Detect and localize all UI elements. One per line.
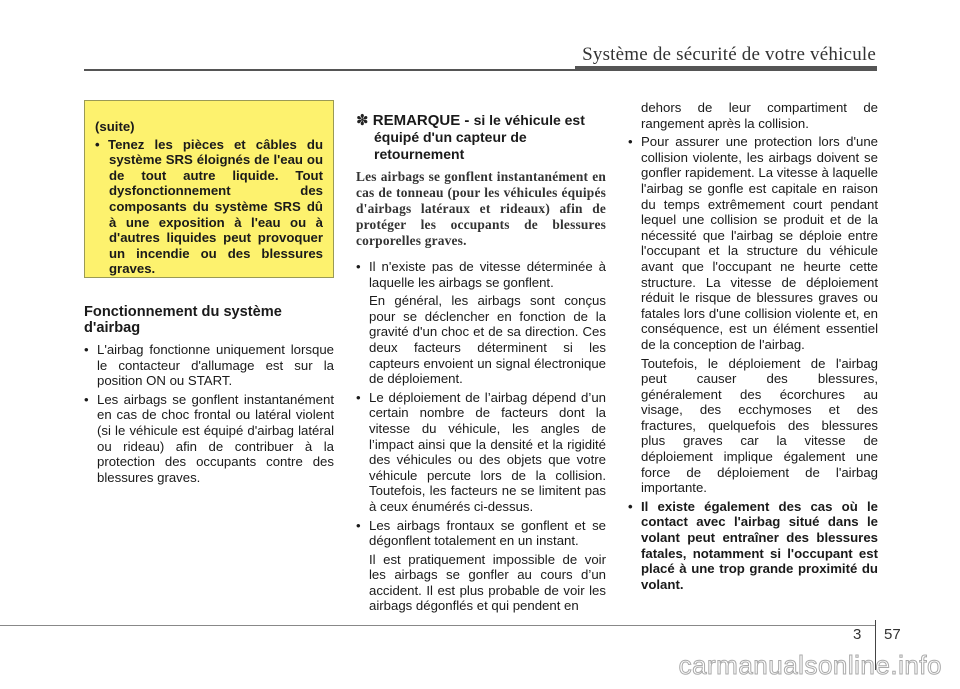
- remark-title: [356, 112, 606, 163]
- section-list: [84, 342, 334, 485]
- continuation-paragraph: dehors de leur compartiment de rangement après la collision.: [641, 100, 878, 131]
- chapter-number: 3: [853, 626, 862, 643]
- bullet-icon: •: [84, 342, 89, 357]
- list-item-bold: • Il existe également des cas où le contact avec l'airbag situé dans le volant peut entraîner des blessures fatales, notamment si l'occupant est placé à une trop grande proximité du volant.: [628, 498, 878, 592]
- column-right: [628, 100, 878, 595]
- remark-list: [356, 259, 606, 614]
- remark-star-icon: ✽: [356, 112, 369, 129]
- watermark: carmanualsonline.info: [678, 650, 942, 680]
- list-item: • Pour assurer une protection lors d'une collision violente, les airbags doivent se gonfler rapidement. La vitesse à laquelle l'airbag se gonfle est capitale en raison du temps extrêmement court pendant lequel une collision se produit et de la nécessité que l'airbag se déploie entre l'occupant et la structure du véhicule avant que l'occupant ne heurte cette structure. La vitesse de déploiement réduit le risque de blessures graves ou fatales lors d'une collision violente et, en conséquence, est un élément essentiel de la conception de l'airbag. Toutefois, le déploiement de l'airbag peut causer des blessures, généralement des écorchures au visage, des ecchymoses et des fractures, quelquefois des blessures plus graves car la vitesse de déploiement implique également une force de déploiement de l'airbag importante.: [628, 134, 878, 496]
- list-item: • L'airbag fonctionne uniquement lorsque le contacteur d'allumage est sur la position ON ou START.: [84, 342, 334, 389]
- bullet-icon: •: [628, 134, 633, 150]
- remark-label: REMARQUE -: [372, 112, 470, 129]
- bullet-icon: •: [356, 389, 361, 405]
- section-title: Fonctionnement du système d'airbag: [84, 304, 282, 336]
- follow-paragraph: Toutefois, le déploiement de l'airbag peut causer des blessures, généralement des écorchures au visage, des ecchymoses et des fractures, quelquefois des blessures plus graves car la vitesse de déploiement implique également une force de déploiement de l'airbag importante.: [641, 355, 878, 496]
- follow-paragraph: En général, les airbags sont conçus pour se déclencher en fonction de la gravité d'un choc et de sa direction. Ces deux facteurs déterminent si les capteurs envoient un signal électronique de déploiement.: [369, 293, 606, 387]
- warning-item: • Tenez les pièces et câbles du système SRS éloignés de l'eau ou de tout autre liquide. Tout dysfonctionnement des composants du système SRS dû à une exposition à l'eau ou à d'autres liquides peut provoquer un incendie ou des blessures graves.: [95, 136, 323, 277]
- header-rule-accent: [575, 66, 877, 71]
- column-middle: [356, 112, 606, 617]
- warning-label: (suite): [95, 119, 135, 134]
- page-number: 57: [884, 626, 901, 643]
- footer-rule: [0, 625, 875, 626]
- list-item: • Il n'existe pas de vitesse déterminée à laquelle les airbags se gonflent. En général, les airbags sont conçus pour se déclencher en fonction de la gravité d'un choc et de sa direction. Ces deux facteurs déterminent si les capteurs envoient un signal électronique de déploiement.: [356, 259, 606, 387]
- list-item: • Le déploiement de l’airbag dépend d’un certain nombre de facteurs dont la vitesse du véhicule, les angles de l’impact ainsi que la densité et la rigidité des véhicules ou des objets que votre véhicule percute lors de la collision. Toutefois, les facteurs ne se limitent pas à ceux énumérés ci-dessus.: [356, 389, 606, 514]
- warning-box: [84, 100, 334, 278]
- bullet-icon: •: [84, 391, 89, 407]
- column-left: [84, 100, 334, 488]
- list-item: • Les airbags se gonflent instantanément en cas de choc frontal ou latéral violent (si le véhicule est équipé d'airbag latéral ou rideau) afin de contribuer à la protection des occupants contre des blessures graves.: [84, 391, 334, 485]
- remark-intro: Les airbags se gonflent instantanément en cas de tonneau (pour les véhicules équipés d'airbags latéraux et rideaux) afin de protéger les occupants de blessures corporelles graves.: [356, 169, 606, 248]
- bullet-icon: •: [356, 517, 361, 533]
- list-item: • Les airbags frontaux se gonflent et se dégonflent totalement en un instant. Il est pratiquement impossible de voir les airbags se gonfler au cours d’un accident. Il est plus probable de voir les airbags dégonflés et qui pendent en: [356, 517, 606, 614]
- right-list: [628, 134, 878, 592]
- bullet-icon: •: [356, 259, 361, 274]
- bullet-icon: •: [628, 498, 633, 514]
- follow-paragraph: Il est pratiquement impossible de voir les airbags se gonfler au cours d’un accident. Il est plus probable de voir les airbags dégonflés et qui pendent en: [369, 551, 606, 614]
- remark-subtitle: si le véhicule est équipé d'un capteur de retournement: [374, 112, 585, 162]
- warning-list: [95, 137, 323, 277]
- bullet-icon: •: [95, 136, 100, 152]
- page-header-title: Système de sécurité de votre véhicule: [582, 44, 876, 65]
